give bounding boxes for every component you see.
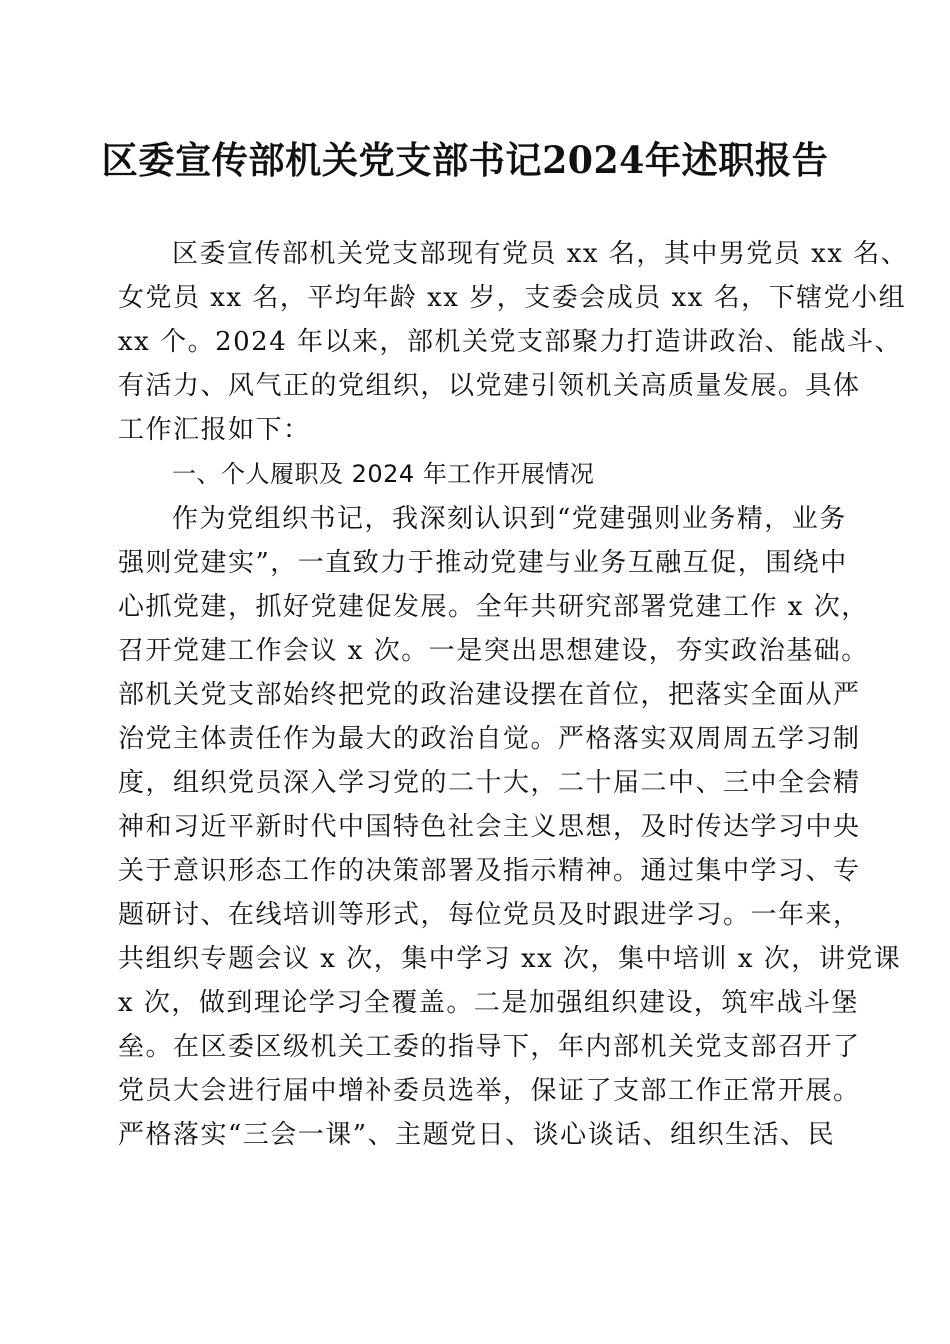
body-line: 治党主体责任作为最大的政治自觉。严格落实双周周五学习制: [118, 724, 861, 754]
body-line: 垒。在区委区级机关工委的指导下，年内部机关党支部召开了: [118, 1032, 861, 1062]
body-line: 党员大会进行届中增补委员选举，保证了支部工作正常开展。: [118, 1076, 861, 1106]
intro-line: 女党员 xx 名，平均年龄 xx 岁，支委会成员 xx 名，下辖党小组: [118, 283, 907, 313]
body-line: 度，组织党员深入学习党的二十大，二十届二中、三中全会精: [118, 768, 861, 798]
body-line: 严格落实“三会一课”、主题党日、谈心谈话、组织生活、民: [118, 1120, 836, 1150]
intro-line: 区委宣传部机关党支部现有党员 xx 名，其中男党员 xx 名、: [172, 239, 909, 269]
body-line: 关于意识形态工作的决策部署及指示精神。通过集中学习、专: [118, 856, 861, 886]
body-line: 神和习近平新时代中国特色社会主义思想，及时传达学习中央: [118, 812, 861, 842]
body-line: 题研讨、在线培训等形式，每位党员及时跟进学习。一年来，: [118, 900, 861, 930]
section-heading: 一、个人履职及 2024 年工作开展情况: [172, 460, 595, 488]
body-line: 召开党建工作会议 x 次。一是突出思想建设，夯实政治基础。: [118, 636, 869, 666]
intro-line: 有活力、风气正的党组织，以党建引领机关高质量发展。具体: [118, 371, 861, 401]
document-title: 区委宣传部机关党支部书记2024年述职报告: [101, 138, 829, 182]
body-line: 作为党组织书记，我深刻认识到“党建强则业务精，业务: [172, 504, 847, 534]
intro-line: xx 个。2024 年以来，部机关党支部聚力打造讲政治、能战斗、: [118, 327, 903, 357]
body-line: 强则党建实”，一直致力于推动党建与业务互融互促，围绕中: [118, 548, 848, 578]
intro-line: 工作汇报如下：: [118, 415, 311, 445]
body-line: 心抓党建，抓好党建促发展。全年共研究部署党建工作 x 次，: [118, 592, 869, 622]
body-line: 部机关党支部始终把党的政治建设摆在首位，把落实全面从严: [118, 680, 861, 710]
body-line: 共组织专题会议 x 次，集中学习 xx 次，集中培训 x 次，讲党课: [118, 944, 902, 974]
body-line: x 次，做到理论学习全覆盖。二是加强组织建设，筑牢战斗堡: [118, 988, 859, 1018]
